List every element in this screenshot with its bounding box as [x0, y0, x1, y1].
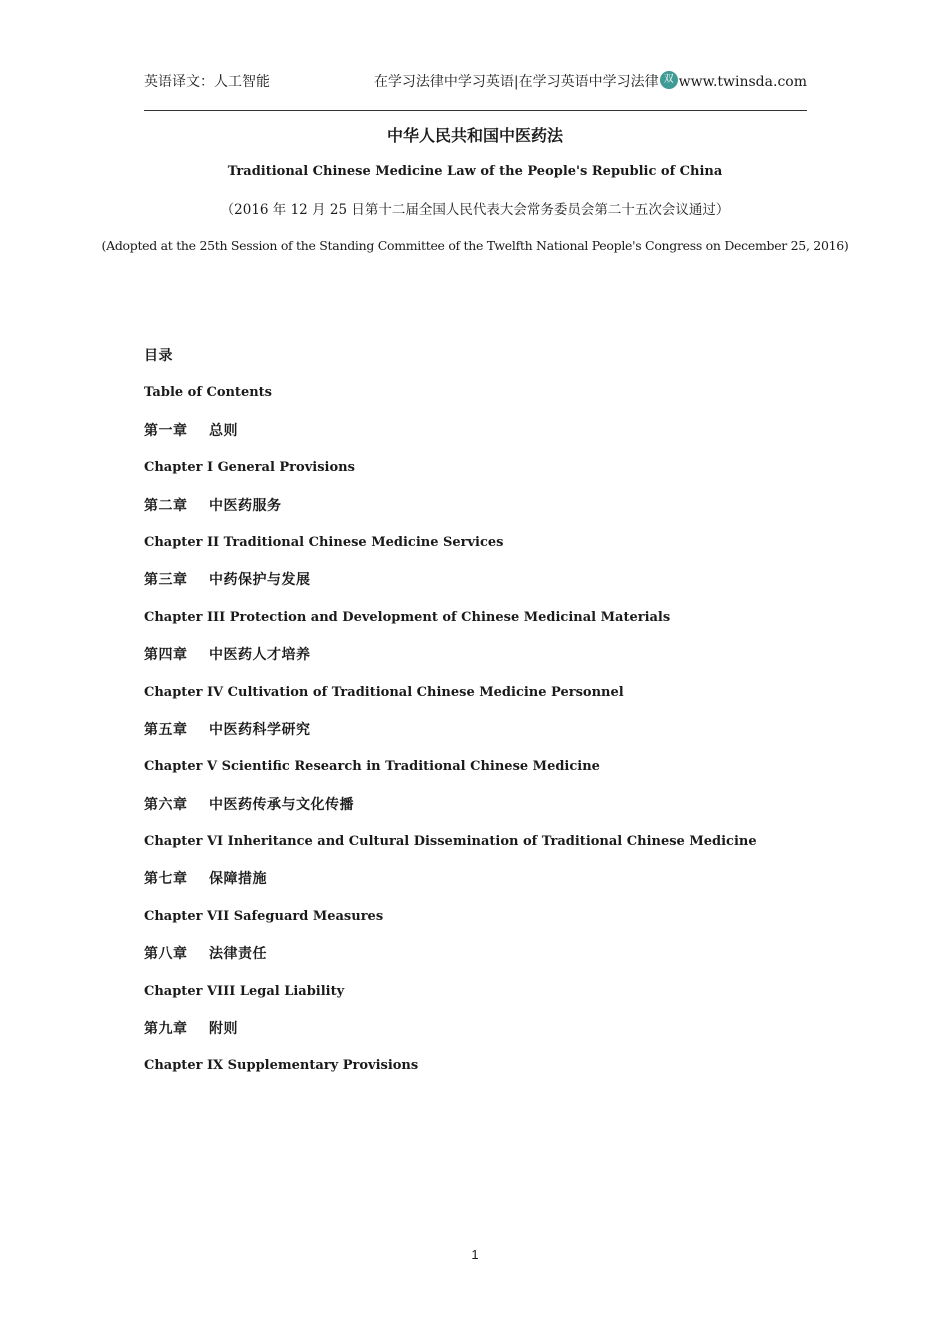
toc-chapter-6-en[interactable]: Chapter VI Inheritance and Cultural Dissemination of Traditional Chinese Medicine — [144, 834, 757, 850]
toc-chapter-2-cn[interactable]: 第二章 中医药服务 — [144, 497, 282, 514]
header-rule — [144, 110, 807, 111]
header-doc-label: 英语译文：人工智能 — [144, 74, 270, 90]
header-slogan — [374, 70, 807, 94]
law-title-cn: 中华人民共和国中医药法 — [386, 126, 563, 145]
toc-heading-cn: 目录 — [144, 348, 173, 364]
table-of-contents — [144, 347, 844, 1075]
toc-chapter-8-cn[interactable]: 第八章 法律责任 — [144, 946, 267, 963]
toc-chapter-2-en[interactable]: Chapter II Traditional Chinese Medicine Services — [144, 534, 504, 550]
adoption-note-en: (Adopted at the 25th Session of the Standing Committee of the Twelfth National People's Congress on December 25, 2016) — [101, 238, 849, 253]
toc-chapter-9-en[interactable]: Chapter IX Supplementary Provisions — [144, 1058, 419, 1074]
toc-heading-en: Table of Contents — [144, 385, 272, 401]
toc-chapter-6-cn[interactable]: 第六章 中医药传承与文化传播 — [144, 796, 354, 813]
header-site-link[interactable]: www.twinsda.com — [678, 74, 807, 90]
toc-chapter-7-cn[interactable]: 第七章 保障措施 — [144, 871, 267, 888]
header-slogan-text: 在学习法律中学习英语|在学习英语中学习法律 — [373, 74, 659, 90]
toc-chapter-9-cn[interactable]: 第九章 附则 — [144, 1021, 238, 1038]
toc-chapter-7-en[interactable]: Chapter VII Safeguard Measures — [144, 908, 384, 924]
toc-chapter-5-en[interactable]: Chapter V Scientific Research in Traditional Chinese Medicine — [144, 759, 600, 775]
toc-chapter-3-cn[interactable]: 第三章 中药保护与发展 — [144, 572, 311, 589]
toc-chapter-4-cn[interactable]: 第四章 中医药人才培养 — [144, 647, 311, 664]
law-title-en: Traditional Chinese Medicine Law of the People's Republic of China — [227, 164, 723, 179]
page-number: 1 — [471, 1247, 479, 1262]
toc-chapter-1-cn[interactable]: 第一章 总则 — [144, 422, 238, 439]
toc-chapter-4-en[interactable]: Chapter IV Cultivation of Traditional Chinese Medicine Personnel — [144, 684, 624, 700]
toc-chapter-8-en[interactable]: Chapter VIII Legal Liability — [144, 983, 345, 999]
twinsda-logo-icon: 双 — [660, 71, 678, 89]
adoption-note-cn: （2016 年 12 月 25 日第十二届全国人民代表大会常务委员会第二十五次会议通过） — [220, 202, 730, 218]
toc-chapter-3-en[interactable]: Chapter III Protection and Development of Chinese Medicinal Materials — [144, 609, 671, 625]
toc-chapter-1-en[interactable]: Chapter I General Provisions — [144, 460, 355, 476]
toc-chapter-5-cn[interactable]: 第五章 中医药科学研究 — [144, 721, 311, 738]
page-header — [144, 70, 807, 96]
